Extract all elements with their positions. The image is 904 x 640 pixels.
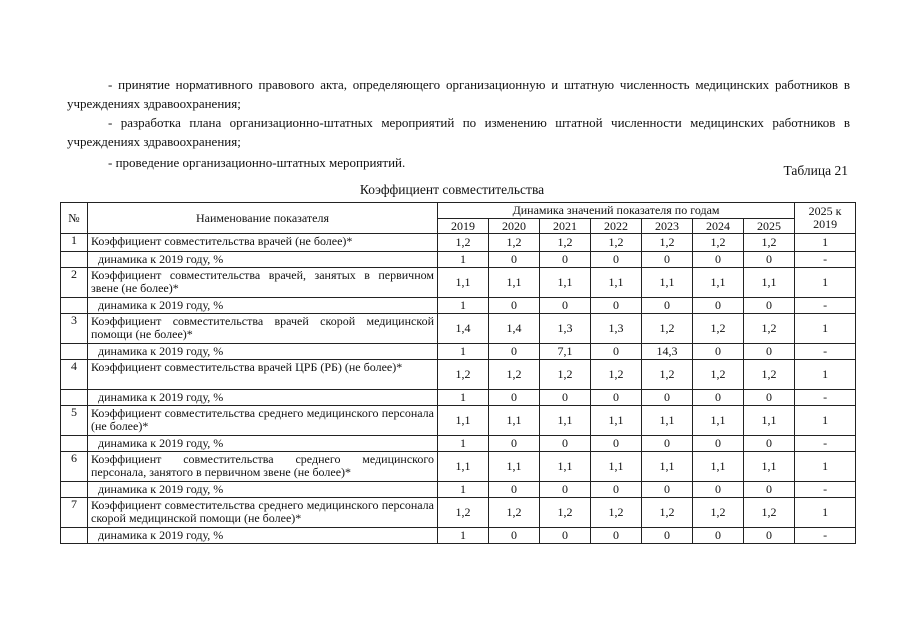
dynamics-row — [61, 482, 856, 498]
dynamics-cell: 0 — [744, 344, 795, 360]
value-cell: 1,2 — [489, 234, 540, 252]
value-cell: 1,3 — [591, 314, 642, 344]
dynamics-cell: 0 — [693, 298, 744, 314]
row-number: 1 — [61, 234, 88, 252]
dynamics-cell: 0 — [540, 390, 591, 406]
value-cell: 1,1 — [693, 406, 744, 436]
dynamics-cell: 1 — [438, 482, 489, 498]
dynamics-row — [61, 298, 856, 314]
value-cell: 1,1 — [744, 452, 795, 482]
header-year: 2020 — [489, 219, 540, 234]
dynamics-cell: 0 — [744, 482, 795, 498]
dynamics-cell: 0 — [693, 252, 744, 268]
dynamics-cell: 0 — [540, 436, 591, 452]
dynamics-cell: 0 — [744, 252, 795, 268]
header-year: 2022 — [591, 219, 642, 234]
value-cell: 1,1 — [489, 406, 540, 436]
header-num: № — [61, 203, 88, 234]
indicator-name: Коэффициент совместительства среднего медицинского персонала (не более)* — [88, 406, 438, 436]
value-cell: 1,1 — [591, 406, 642, 436]
table-number-label: Таблица 21 — [783, 163, 848, 178]
dynamics-cell: 0 — [693, 482, 744, 498]
dynamics-cell: 1 — [438, 252, 489, 268]
empty-cell — [61, 436, 88, 452]
dynamics-cell: - — [795, 436, 856, 452]
dynamics-cell: 1 — [438, 298, 489, 314]
value-cell: 1,1 — [438, 452, 489, 482]
value-cell: 1,2 — [744, 360, 795, 390]
value-cell: 1,1 — [591, 452, 642, 482]
value-cell: 1,1 — [642, 452, 693, 482]
dynamics-cell: 0 — [489, 390, 540, 406]
value-cell: 1,2 — [693, 234, 744, 252]
table-caption: Коэффициент совместительства — [359, 182, 545, 197]
header-year: 2019 — [438, 219, 489, 234]
header-dynamics: Динамика значений показателя по годам — [438, 203, 795, 219]
value-cell: 1,2 — [693, 360, 744, 390]
value-cell: 1,2 — [744, 314, 795, 344]
indicator-name: Коэффициент совместительства врачей (не более)* — [88, 234, 438, 252]
value-cell: 1,4 — [489, 314, 540, 344]
dynamics-cell: 0 — [642, 298, 693, 314]
dynamics-cell: 0 — [591, 528, 642, 544]
dynamics-cell: 0 — [489, 482, 540, 498]
value-cell: 1,1 — [438, 268, 489, 298]
dynamics-cell: 0 — [540, 252, 591, 268]
dynamics-cell: 0 — [591, 482, 642, 498]
target-value-cell: 1 — [795, 234, 856, 252]
value-cell: 1,1 — [489, 268, 540, 298]
dynamics-cell: - — [795, 344, 856, 360]
dynamics-cell: 0 — [642, 436, 693, 452]
empty-cell — [61, 344, 88, 360]
value-cell: 1,2 — [540, 234, 591, 252]
dynamics-cell: 0 — [489, 436, 540, 452]
indicator-name: Коэффициент совместительства среднего медицинского персонала скорой медицинской помощи (не более)* — [88, 498, 438, 528]
value-cell: 1,4 — [438, 314, 489, 344]
row-number: 4 — [61, 360, 88, 390]
dynamics-cell: 0 — [591, 390, 642, 406]
paragraph-2: - разработка плана организационно-штатных мероприятий по изменению штатной численности медицинских работников в учреждениях здравоохранения; — [67, 115, 850, 149]
value-cell: 1,2 — [591, 498, 642, 528]
dynamics-label: динамика к 2019 году, % — [88, 528, 438, 544]
dynamics-label: динамика к 2019 году, % — [88, 436, 438, 452]
value-cell: 1,2 — [438, 498, 489, 528]
dynamics-cell: 0 — [744, 390, 795, 406]
dynamics-row — [61, 390, 856, 406]
value-cell: 1,2 — [540, 498, 591, 528]
value-cell: 1,1 — [693, 452, 744, 482]
dynamics-cell: 0 — [489, 528, 540, 544]
value-cell: 1,1 — [642, 406, 693, 436]
dynamics-cell: 0 — [693, 344, 744, 360]
value-cell: 1,3 — [540, 314, 591, 344]
dynamics-cell: 0 — [540, 482, 591, 498]
target-value-cell: 1 — [795, 406, 856, 436]
row-number: 5 — [61, 406, 88, 436]
table-row — [61, 314, 856, 344]
empty-cell — [61, 298, 88, 314]
dynamics-label: динамика к 2019 году, % — [88, 252, 438, 268]
value-cell: 1,2 — [642, 234, 693, 252]
indicator-name: Коэффициент совместительства среднего медицинского персонала, занятого в первичном звене (не более)* — [88, 452, 438, 482]
empty-cell — [61, 390, 88, 406]
dynamics-cell: 0 — [693, 390, 744, 406]
row-number: 3 — [61, 314, 88, 344]
value-cell: 1,2 — [489, 498, 540, 528]
target-value-cell: 1 — [795, 314, 856, 344]
dynamics-cell: 0 — [642, 390, 693, 406]
dynamics-cell: 0 — [489, 344, 540, 360]
dynamics-cell: 0 — [540, 528, 591, 544]
header-year: 2024 — [693, 219, 744, 234]
dynamics-cell: 1 — [438, 436, 489, 452]
header-year: 2023 — [642, 219, 693, 234]
dynamics-cell: - — [795, 390, 856, 406]
value-cell: 1,2 — [693, 498, 744, 528]
value-cell: 1,1 — [540, 452, 591, 482]
dynamics-cell: 0 — [642, 252, 693, 268]
value-cell: 1,1 — [744, 406, 795, 436]
dynamics-row — [61, 252, 856, 268]
table-row — [61, 234, 856, 252]
value-cell: 1,2 — [591, 360, 642, 390]
paragraph-3: - проведение организационно-штатных мероприятий. — [108, 155, 406, 170]
value-cell: 1,1 — [693, 268, 744, 298]
empty-cell — [61, 252, 88, 268]
value-cell: 1,1 — [642, 268, 693, 298]
dynamics-cell: - — [795, 528, 856, 544]
target-value-cell: 1 — [795, 360, 856, 390]
paragraph-1: - принятие нормативного правового акта, определяющего организационную и штатную численность медицинских работников в учреждениях здравоохранения; — [67, 77, 850, 111]
value-cell: 1,2 — [438, 234, 489, 252]
value-cell: 1,2 — [642, 360, 693, 390]
dynamics-cell: 0 — [744, 528, 795, 544]
coefficient-table — [60, 202, 856, 544]
dynamics-row — [61, 436, 856, 452]
target-value-cell: 1 — [795, 268, 856, 298]
dynamics-cell: 0 — [642, 482, 693, 498]
value-cell: 1,2 — [540, 360, 591, 390]
dynamics-cell: 0 — [744, 436, 795, 452]
empty-cell — [61, 528, 88, 544]
dynamics-cell: 0 — [540, 298, 591, 314]
dynamics-cell: 7,1 — [540, 344, 591, 360]
dynamics-cell: 0 — [591, 344, 642, 360]
dynamics-cell: - — [795, 482, 856, 498]
dynamics-cell: 0 — [642, 528, 693, 544]
table-row — [61, 360, 856, 390]
dynamics-cell: 0 — [744, 298, 795, 314]
value-cell: 1,1 — [540, 406, 591, 436]
table-row — [61, 498, 856, 528]
header-name: Наименование показателя — [88, 203, 438, 234]
dynamics-cell: 1 — [438, 390, 489, 406]
dynamics-cell: 0 — [489, 298, 540, 314]
empty-cell — [61, 482, 88, 498]
target-value-cell: 1 — [795, 452, 856, 482]
dynamics-cell: 14,3 — [642, 344, 693, 360]
table-row — [61, 452, 856, 482]
dynamics-cell: 0 — [591, 436, 642, 452]
dynamics-cell: 0 — [489, 252, 540, 268]
dynamics-cell: - — [795, 298, 856, 314]
value-cell: 1,2 — [642, 314, 693, 344]
header-target: 2025 к 2019 — [795, 203, 856, 234]
value-cell: 1,1 — [744, 268, 795, 298]
indicator-name: Коэффициент совместительства врачей скорой медицинской помощи (не более)* — [88, 314, 438, 344]
value-cell: 1,2 — [489, 360, 540, 390]
dynamics-cell: 0 — [693, 436, 744, 452]
value-cell: 1,1 — [489, 452, 540, 482]
value-cell: 1,1 — [591, 268, 642, 298]
header-year: 2025 — [744, 219, 795, 234]
dynamics-row — [61, 344, 856, 360]
dynamics-row — [61, 528, 856, 544]
dynamics-cell: 1 — [438, 344, 489, 360]
value-cell: 1,1 — [540, 268, 591, 298]
dynamics-cell: - — [795, 252, 856, 268]
value-cell: 1,2 — [438, 360, 489, 390]
row-number: 2 — [61, 268, 88, 298]
indicator-name: Коэффициент совместительства врачей, занятых в первичном звене (не более)* — [88, 268, 438, 298]
table-row — [61, 406, 856, 436]
dynamics-label: динамика к 2019 году, % — [88, 344, 438, 360]
table-body — [61, 234, 856, 544]
dynamics-cell: 1 — [438, 528, 489, 544]
header-year: 2021 — [540, 219, 591, 234]
dynamics-cell: 0 — [591, 298, 642, 314]
value-cell: 1,2 — [744, 234, 795, 252]
indicator-name: Коэффициент совместительства врачей ЦРБ (РБ) (не более)* — [88, 360, 438, 390]
value-cell: 1,2 — [642, 498, 693, 528]
dynamics-label: динамика к 2019 году, % — [88, 390, 438, 406]
row-number: 7 — [61, 498, 88, 528]
table-row — [61, 268, 856, 298]
target-value-cell: 1 — [795, 498, 856, 528]
dynamics-label: динамика к 2019 году, % — [88, 298, 438, 314]
value-cell: 1,2 — [744, 498, 795, 528]
dynamics-label: динамика к 2019 году, % — [88, 482, 438, 498]
row-number: 6 — [61, 452, 88, 482]
dynamics-cell: 0 — [693, 528, 744, 544]
dynamics-cell: 0 — [591, 252, 642, 268]
value-cell: 1,2 — [693, 314, 744, 344]
value-cell: 1,1 — [438, 406, 489, 436]
value-cell: 1,2 — [591, 234, 642, 252]
